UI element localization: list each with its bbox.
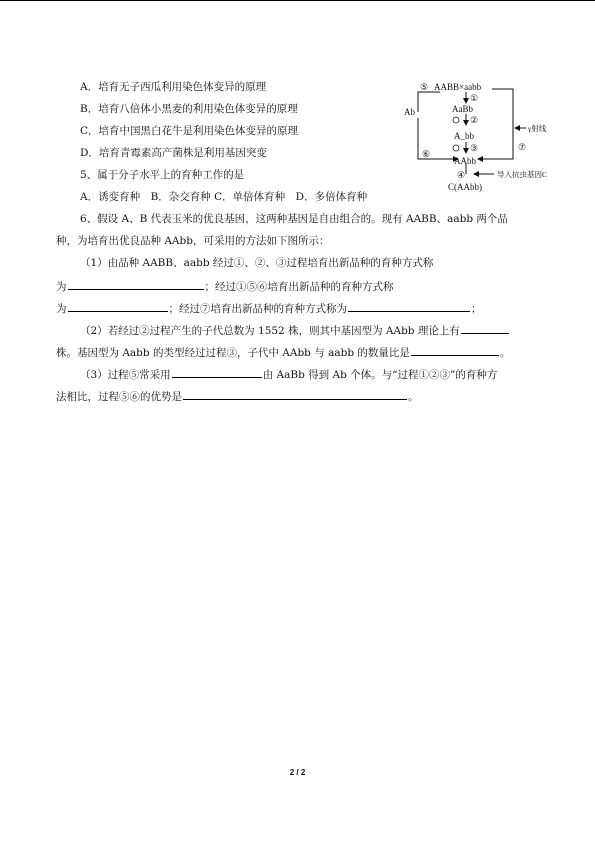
diagram-step2-label: ②: [470, 115, 479, 125]
answer-blank-5[interactable]: [411, 344, 499, 356]
diagram-step3-label: ③: [470, 143, 479, 153]
q6-part1-line2-prefix: 为: [56, 281, 67, 293]
diagram-f1: AaBb: [452, 104, 473, 114]
top-rule: [0, 0, 595, 1]
q6-part3-line1-prefix: （3）过程⑤常采用: [80, 369, 171, 381]
q6-part1-line3: [56, 300, 482, 316]
branch-step5: [418, 92, 440, 112]
branch-step7: [478, 89, 513, 159]
diagram-result: C(AAbb): [448, 182, 482, 192]
q6-part2-line2: [56, 344, 510, 360]
diagram-step4-label: ④: [457, 170, 466, 180]
q6-part1-line2: [56, 278, 394, 294]
answer-blank-4[interactable]: [461, 322, 509, 334]
diagram-parents: AABB×aabb: [434, 82, 482, 92]
q5-stem: 5、属于分子水平上的育种工作的是: [80, 169, 245, 181]
answer-blank-6[interactable]: [172, 366, 262, 378]
answer-blank-3[interactable]: [348, 300, 470, 312]
diagram-f2: A_bb: [454, 131, 474, 141]
diagram-step7-label: ⑦: [518, 142, 527, 152]
diagram-product: AAbb: [454, 156, 476, 166]
q5-options: A．诱变育种 B．杂交育种 C．单倍体育种 D．多倍体育种: [80, 191, 368, 203]
breeding-diagram: [400, 80, 580, 200]
q6-part1-line3-suffix: ；: [471, 303, 482, 315]
q6-part1-line1: （1）由品种 AABB、aabb 经过①、②、③过程培育出新品种的育种方式称: [80, 257, 434, 269]
answer-blank-1[interactable]: [68, 278, 204, 290]
self-cross-mark-2: [453, 145, 459, 151]
answer-blank-2[interactable]: [68, 300, 168, 312]
q6-part2-line2-suffix: 。: [499, 347, 511, 359]
diagram-step1-label: ①: [470, 93, 479, 103]
q6-part3-line2-prefix: 法相比，过程⑤⑥的优势是: [56, 391, 182, 403]
diagram-step6-label: ⑥: [422, 149, 431, 159]
diagram-step5-label: ⑤: [420, 82, 429, 92]
q6-part3-line2: [56, 388, 419, 404]
answer-blank-7[interactable]: [183, 388, 407, 400]
q6-intro-line1: 6、假设 A、B 代表玉米的优良基因，这两种基因是自由组合的。现有 AABB、aabb 两个品: [80, 213, 508, 225]
q6-part2-line1: [80, 322, 510, 338]
q4-option-b: B．培育八倍体小黑麦的利用染色体变异的原理: [80, 103, 298, 115]
page-number: 2 / 2: [289, 768, 306, 777]
breeding-diagram-svg: [400, 80, 580, 200]
q6-part1-line2-suffix: ；经过①⑤⑥培育出新品种的育种方式称: [204, 281, 394, 293]
q4-option-c: C．培育中国黑白花牛是利用染色体变异的原理: [80, 125, 299, 137]
q6-part2-line1-text: （2）若经过②过程产生的子代总数为 1552 株，则其中基因型为 AAbb 理论上有: [80, 325, 460, 337]
q4-option-a: A．培育无子西瓜利用染色体变异的原理: [80, 81, 267, 93]
q6-part3-line1-suffix: 由 AaBb 得到 Ab 个体。与“过程①②③”的育种方: [262, 369, 498, 381]
self-cross-mark-1: [453, 117, 459, 123]
q6-intro-line2: 种，为培育出优良品种 AAbb，可采用的方法如下图所示：: [56, 235, 330, 247]
diagram-haploid: Ab: [404, 107, 415, 117]
q6-part2-line2-text: 株。基因型为 Aabb 的类型经过过程③，子代中 AAbb 与 aabb 的数量比是: [56, 347, 410, 359]
q6-part1-line3-mid: ；经过⑦培育出新品种的育种方式称为: [168, 303, 347, 315]
diagram-gamma-label: γ射线: [528, 124, 547, 133]
diagram-insert-gene-label: 导入抗虫基因C: [497, 170, 548, 179]
q4-option-d: D．培育青霉素高产菌株是利用基因突变: [80, 147, 267, 159]
q6-part1-line3-prefix: 为: [56, 303, 67, 315]
q6-part3-line2-suffix: 。: [408, 391, 419, 403]
q6-part3-line1: [80, 366, 497, 382]
